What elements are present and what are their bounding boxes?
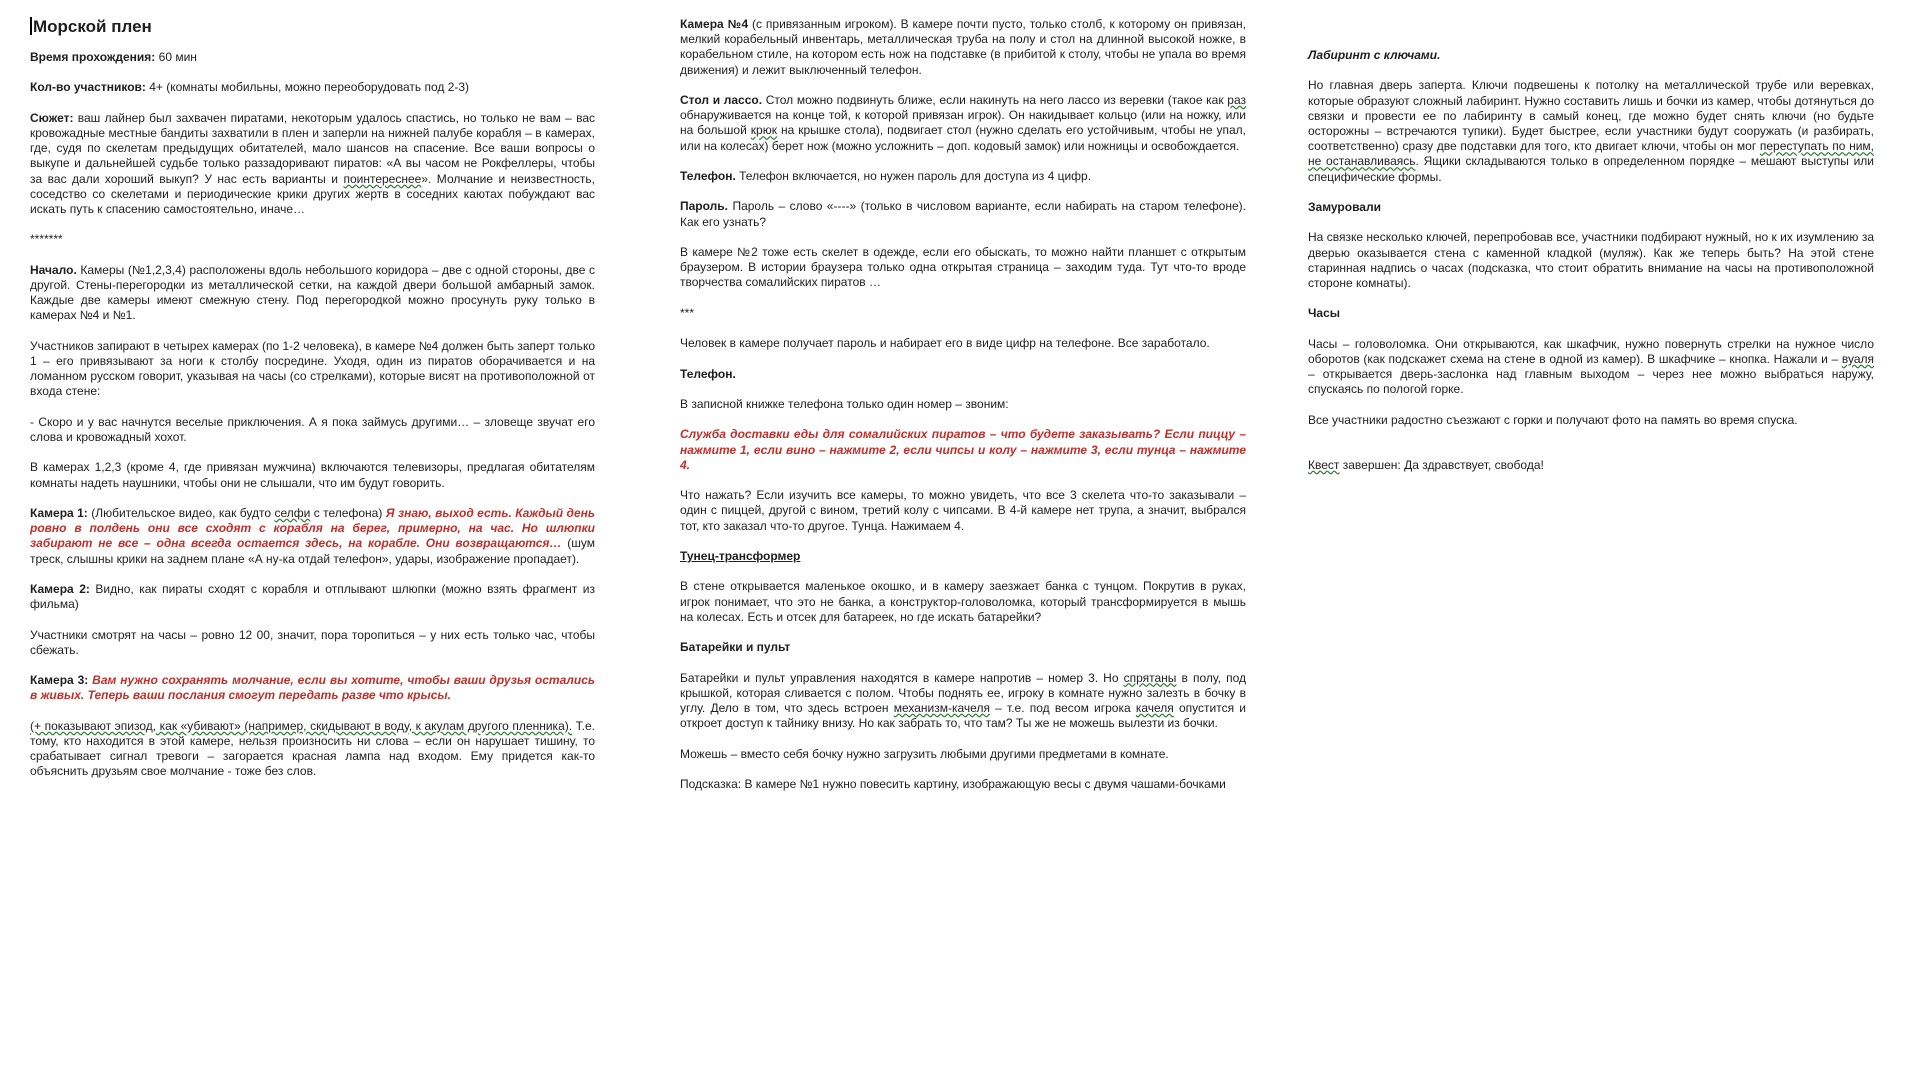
walled-paragraph: На связке несколько ключей, перепробовав все, участники подбирают нужный, но к их изумлению за дверью оказывается стена с каменной кладкой (муляж). Как же теперь быть? На этой стене старинная надпись о часах (подсказка, что стоит обратить внимание на часы на противоположной стороне комнаты).	[1308, 230, 1874, 290]
maze-paragraph: Но главная дверь заперта. Ключи подвешены к потолку на металлической трубе или веревках, которые образуют сложный лабиринт. Нужно составить лишь и бочки из камер, чтобы дотянуться до связки и провести ее по лабиринту в самый конец, где можно будет снять ключи (но будьте осторожны – встречаются тупики). Будет быстрее, если участники будут сооружать (и разбирать, соответственно) сразу две подставки для того, кто двигает ключи, чтобы он мог переступать по ним, не останавливаясь. Ящики складываются только в определенном порядке – мешают выступы или специфические формы.	[1308, 78, 1875, 184]
camera-3-paragraph: Камера 3: Вам нужно сохранять молчание, если вы хотите, чтобы ваши друзья остались в живых. Теперь ваши послания смогут передать разве что крысы.	[30, 673, 595, 703]
document-title: Морской плен	[30, 16, 595, 38]
barrel-paragraph: Можешь – вместо себя бочку нужно загрузить любыми другими предметами в комнате.	[680, 746, 1169, 761]
quest-end-paragraph: Квест завершен: Да здравствует, свобода!	[1308, 457, 1544, 472]
start-paragraph: Начало. Камеры (№1,2,3,4) расположены вдоль небольшого коридора – две с одной стороны, две с другой. Стены-перегородки из металлической сетки, на каждой двери большой амбарный замок. Каждые две камеры имеют смежную стену. Под перегородкой можно просунуть руку только в камерах №4 и №1.	[30, 262, 595, 323]
phone-paragraph: Телефон. Телефон включается, но нужен пароль для доступа из 4 цифр.	[680, 169, 1092, 183]
what-to-press-paragraph: Что нажать? Если изучить все камеры, то можно увидеть, что все 3 скелета что-то заказывали – один с пиццей, другой с вином, третий колу с чипсами. В 4-й камере нет трупа, а значит, выбрался тот, кто заказал что-то другое. Тунца. Нажимаем 4.	[680, 488, 1246, 533]
batteries-heading: Батарейки и пульт	[680, 640, 791, 655]
tv-paragraph: В камерах 1,2,3 (кроме 4, где привязан мужчина) включаются телевизоры, предлагая обитателям комнаты надеть наушники, чтобы они не слышали, что им будут говорить.	[30, 460, 595, 490]
camera-4-paragraph: Камера №4 (с привязанным игроком). В камере почти пусто, только столб, к которому он привязан, мелкий корабельный инвентарь, металлическая труба на полу и стол на длинной высокой ножке, в корабельном стиле, на котором есть нож на подставке (в прибитой к столу, чтобы не упала во время движения) и лежит выключенный телефон.	[680, 17, 1246, 77]
camera-1-paragraph: Камера 1: (Любительское видео, как будто селфи с телефона) Я знаю, выход есть. Каждый день ровно в полдень они все сходят с корабля на берег, примерно, на час. Но шлюпки забирают не все – одна всегда остается здесь, на корабле. Они возвращаются… (шум треск, слышны крики на заднем плане «А ну-ка отдай телефон», удары, изображение пропадает).	[30, 505, 595, 566]
camera-2-paragraph: Камера 2: Видно, как пираты сходят с корабля и отплывают шлюпки (можно взять фрагмент из фильма)	[30, 581, 596, 612]
column-1	[30, 16, 595, 795]
password-paragraph: Пароль. Пароль – слово «----» (только в числовом варианте, если набирать на старом телефоне). Как его узнать?	[680, 199, 1246, 229]
plot-paragraph: Сюжет: ваш лайнер был захвачен пиратами, некоторым удалось спастись, но только не вам – вас кровожадные местные бандиты захватили в плен и заперли на нижней палубе корабля – в камерах, где, судя по скелетам предыдущих обитателей, мало шансов на спасение. Все ваши вопросы о выкупе и дальнейшей судьбе только раззадоривают пиратов: «А вы часом не Рокфеллеры, чтобы за вас дали хороший выкуп? У нас есть варианты и поинтереснее». Молчание и неизвестность, соседство со скелетами и периодические крики других жертв в соседних каютах побуждают вас искать путь к спасению самостоятельно, иначе…	[30, 110, 595, 216]
maze-heading: Лабиринт с ключами.	[1308, 48, 1441, 62]
separator-stars: *******	[30, 232, 63, 247]
tuna-paragraph: В стене открывается маленькое окошко, и в камеру заезжает банка с тунцом. Покрутив в руках, игрок понимает, что это не банка, а конструктор-головоломка, который трансформируется в мышь на колесах. Есть и отсек для батареек, но где искать батарейки?	[680, 579, 1246, 624]
walled-heading: Замуровали	[1308, 200, 1381, 214]
text-cursor	[30, 17, 32, 35]
participants-line: Кол-во участников: 4+ (комнаты мобильны, можно переоборудовать под 2-3)	[30, 80, 470, 95]
column-3	[1308, 48, 1874, 488]
camera-2-skeleton-paragraph: В камере №2 тоже есть скелет в одежде, если его обыскать, то можно найти планшет с открытым браузером. В истории браузера только одна открытая страница – заходим туда. Тут что-то вроде творчества сомалийских пиратов …	[680, 244, 1246, 290]
hint-paragraph: Подсказка: В камере №1 нужно повесить картину, изображающую весы с двумя чашами-бочками	[680, 776, 1226, 791]
players-locked-paragraph: Участников запирают в четырех камерах (по 1-2 человека), в камере №4 должен быть заперт только 1 – его привязывают за ноги к столбу посредине. Уходя, один из пиратов оборачивается и на ломанном русском говорит, указывая на часы (со стрелками), которые висят на противоположной от входа стене:	[30, 338, 595, 399]
batteries-paragraph: Батарейки и пульт управления находятся в камере напротив – номер 3. Но спрятаны в полу, под крышкой, которая сливается с полом. Чтобы поднять ее, игроку в комнате нужно залезть в бочку в углу. Дело в том, что здесь встроен механизм-качеля – т.е. под весом игрока качеля опустится и откроет доступ к тайнику внизу. Но как забрать то, что там? Ты же не можешь вылезти из бочки.	[680, 670, 1246, 731]
clock-noon-paragraph: Участники смотрят на часы – ровно 12 00, значит, пора торопиться – у них есть только час, чтобы сбежать.	[30, 627, 595, 657]
duration-line: Время прохождения: 60 мин	[30, 50, 197, 64]
slide-paragraph: Все участники радостно съезжают с горки и получают фото на память во время спуска.	[1308, 412, 1798, 427]
delivery-service-message: Служба доставки еды для сомалийских пиратов – что будете заказывать? Если пиццу – нажмите 1, если вино – нажмите 2, если чипсы и колу – нажмите 3, если тунца – нажмите 4.	[680, 427, 1246, 472]
column-2	[680, 17, 1246, 807]
pirate-quote-paragraph: - Скоро и у вас начнутся веселые приключения. А я пока займусь другими… – зловеще звучат его слова и кровожадный хохот.	[30, 414, 595, 444]
clock-paragraph: Часы – головоломка. Они открываются, как шкафчик, нужно повернуть стрелки на нужное число оборотов (как подскажет схема на стене в одной из камер). В шкафчике – кнопка. Нажали и – вуаля – открывается дверь-заслонка над главным выходом – через нее можно выбраться наружу, спускаясь по пологой горке.	[1308, 336, 1874, 397]
phonebook-paragraph: В записной книжке телефона только один номер – звоним:	[680, 396, 1009, 411]
enter-password-paragraph: Человек в камере получает пароль и набирает его в виде цифр на телефоне. Все заработало.	[680, 336, 1210, 351]
clock-heading: Часы	[1308, 306, 1341, 321]
separator-stars: ***	[680, 305, 695, 320]
phone-heading: Телефон.	[680, 366, 736, 381]
tuna-heading: Тунец-трансформер	[680, 548, 801, 563]
table-lasso-paragraph: Стол и лассо. Стол можно подвинуть ближе, если накинуть на него лассо из веревки (такое как раз обнаруживается на конце той, к которой привязан игрок). Он накидывает кольцо (или на ножку, или на большой крюк на крышке стола), подвигает стол (нужно сделать его устойчивым, чтобы не упал, или на колесах) берет нож (можно усложнить – доп. кодовый замок) или ножницы и освобождается.	[680, 93, 1246, 153]
episode-paragraph: (+ показывают эпизод, как «убивают» (например, скидывают в воду, к акулам другого пленника). Т.е. тому, кто находится в этой камере, нельзя произносить ни слова – если он нарушает тишину, то срабатывает сигнал тревоги – загорается красная лампа над входом. Ему придется как-то объяснить друзьям свое молчание - тоже без слов.	[30, 718, 595, 779]
